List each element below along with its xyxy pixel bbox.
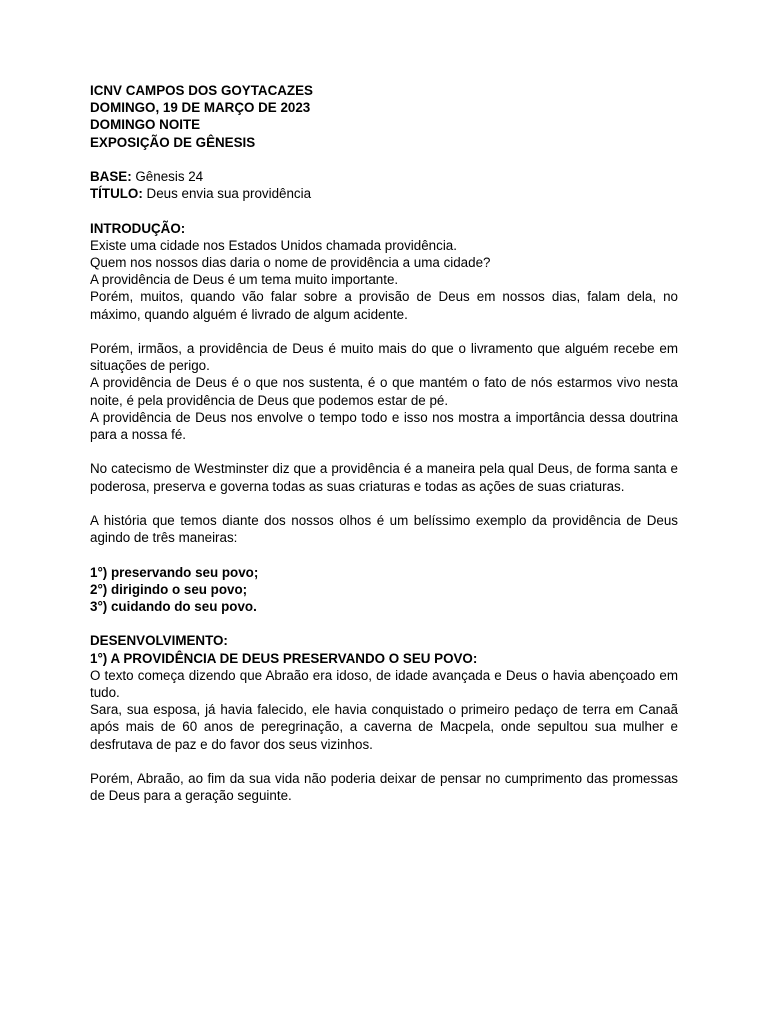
intro-paragraph: A providência de Deus é o que nos sustenta, é o que mantém o fato de nós estarmos vivo nesta noite, é pela providência de Deus que podemos estar de pé. [90, 375, 678, 408]
point-item: 1°) preservando seu povo; [90, 564, 259, 580]
intro-paragraph: No catecismo de Westminster diz que a providência é a maneira pela qual Deus, de forma santa e poderosa, preserva e governa todas as suas criaturas e todas as ações de suas criaturas. [90, 461, 678, 494]
development-subheading: 1°) A PROVIDÊNCIA DE DEUS PRESERVANDO O SEU POVO: [90, 650, 478, 666]
spacer [90, 323, 678, 340]
header-series: EXPOSIÇÃO DE GÊNESIS [90, 134, 256, 150]
intro-paragraph: A história que temos diante dos nossos olhos é um belíssimo exemplo da providência de Deus agindo de três maneiras: [90, 513, 678, 546]
intro-paragraph: A providência de Deus é um tema muito importante. [90, 272, 399, 288]
spacer [90, 615, 678, 632]
header-date: DOMINGO, 19 DE MARÇO DE 2023 [90, 100, 311, 116]
development-heading: DESENVOLVIMENTO: [90, 633, 228, 649]
spacer [90, 495, 678, 512]
point-item: 2°) dirigindo o seu povo; [90, 581, 248, 597]
base-value: Gênesis 24 [131, 169, 204, 184]
intro-paragraph: Existe uma cidade nos Estados Unidos chamada providência. [90, 237, 457, 253]
header-church: ICNV CAMPOS DOS GOYTACAZES [90, 83, 313, 98]
spacer [90, 546, 678, 563]
spacer [90, 443, 678, 460]
title-value: Deus envia sua providência [142, 186, 312, 202]
development-paragraph: Porém, Abraão, ao fim da sua vida não poderia deixar de pensar no cumprimento das promessas de Deus para a geração seguinte. [90, 771, 678, 804]
development-paragraph: O texto começa dizendo que Abraão era idoso, de idade avançada e Deus o havia abençoado em tudo. [90, 667, 678, 700]
base-line [90, 168, 678, 185]
intro-paragraph: Porém, muitos, quando vão falar sobre a provisão de Deus em nossos dias, falam dela, no máximo, quando alguém é livrado de algum acidente. [90, 289, 678, 322]
header-service: DOMINGO NOITE [90, 117, 201, 133]
spacer [90, 753, 678, 770]
intro-heading: INTRODUÇÃO: [90, 220, 186, 236]
intro-paragraph: A providência de Deus nos envolve o tempo todo e isso nos mostra a importância dessa doutrina para a nossa fé. [90, 409, 678, 443]
spacer [90, 151, 678, 168]
base-label: BASE: [90, 169, 132, 184]
intro-paragraph: Porém, irmãos, a providência de Deus é muito mais do que o livramento que alguém recebe em situações de perigo. [90, 341, 678, 374]
spacer [90, 202, 678, 219]
title-line [90, 185, 678, 202]
point-item: 3°) cuidando do seu povo. [90, 599, 257, 614]
title-label: TÍTULO: [90, 186, 143, 202]
intro-paragraph: Quem nos nossos dias daria o nome de providência a uma cidade? [90, 255, 491, 270]
development-paragraph: Sara, sua esposa, já havia falecido, ele havia conquistado o primeiro pedaço de terra em Canaã após mais de 60 anos de peregrinação, a caverna de Macpela, onde sepultou sua mulher e desfrutava de paz e do favor dos seus vizinhos. [90, 702, 678, 752]
